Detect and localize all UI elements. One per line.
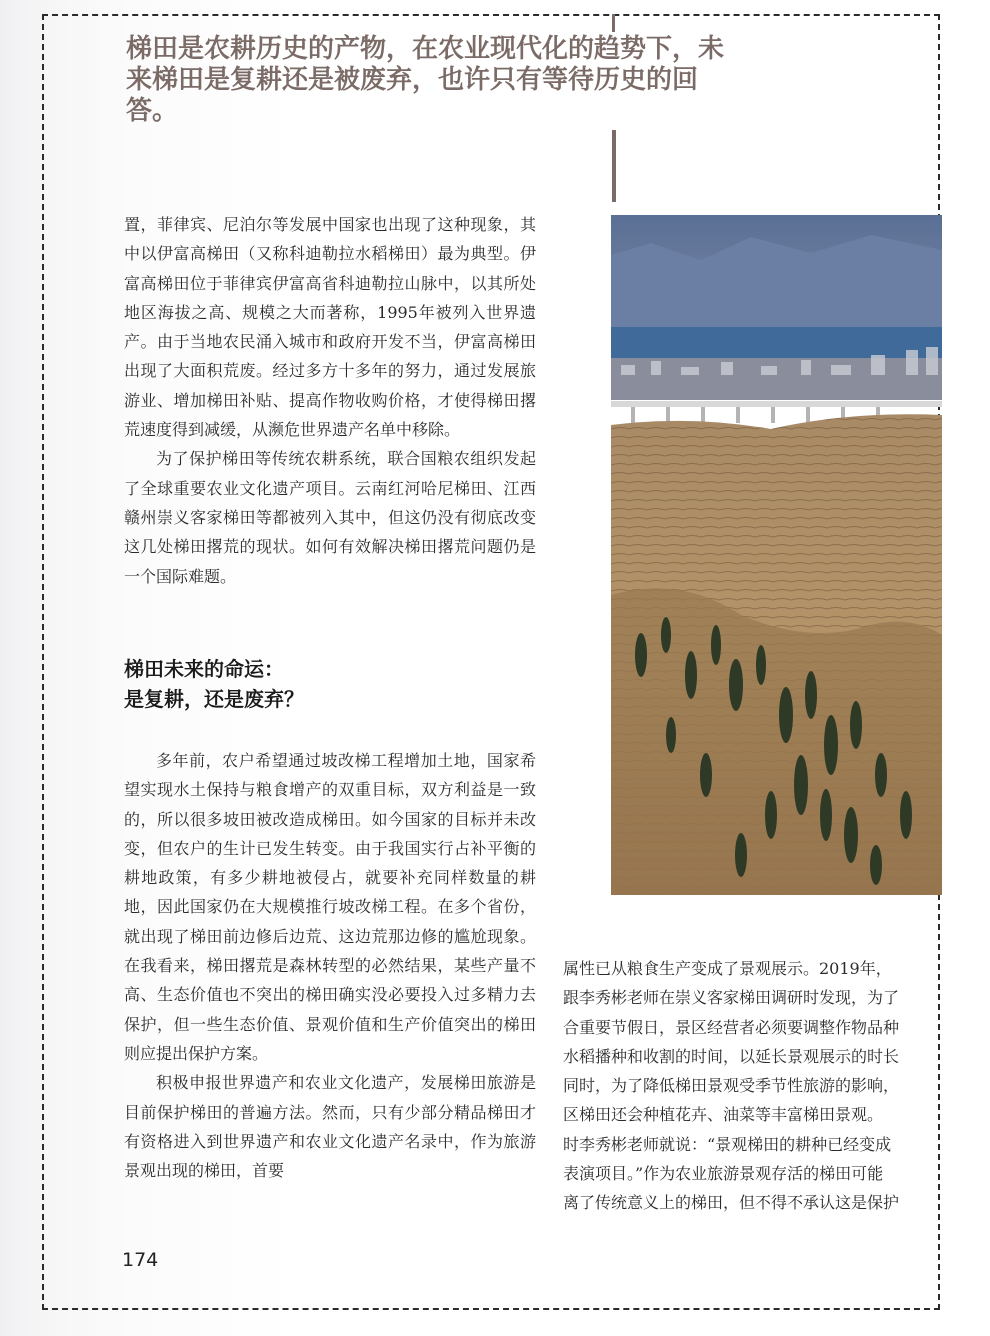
top-tick-mark [612, 14, 615, 32]
pull-quote-bar [612, 130, 616, 202]
section-heading-line-1: 梯田未来的命运： [124, 657, 284, 681]
terraced-hills-photo [611, 215, 942, 895]
paragraph-ifugao: 置，菲律宾、尼泊尔等发展中国家也出现了这种现象，其中以伊富高梯田（又称科迪勒拉水稻梯田）最为典型。伊富高梯田位于菲律宾伊富高省科迪勒拉山脉中，以其所处地区海拔之高、规模之大而著称，1995年被列入世界遗产。由于当地农民涌入城市和政府开发不当，伊富高梯田出现了大面积荒废。经过多方十多年的努力，通过发展旅游业、增加梯田补贴、提高作物收购价格，才使得梯田撂荒速度得到减缓，从濒危世界遗产名单中移除。 [124, 215, 536, 440]
right-line: 表演项目。”作为农业旅游景观存活的梯田可能 [563, 1164, 884, 1184]
viaduct-deck [611, 401, 942, 407]
foreground-ridge [611, 588, 942, 895]
right-line: 区梯田还会种植花卉、油菜等丰富梯田景观。 [563, 1105, 884, 1125]
right-line: 同时，为了降低梯田景观受季节性旅游的影响， [563, 1076, 900, 1096]
paragraph-fao-heritage: 为了保护梯田等传统农耕系统，联合国粮农组织发起了全球重要农业文化遗产项目。云南红河哈尼梯田、江西赣州崇义客家梯田等都被列入其中，但这仍没有彻底改变这几处梯田撂荒的现状。如何有效解决梯田撂荒问题仍是一个国际难题。 [124, 449, 536, 586]
right-line: 离了传统意义上的梯田，但不得不承认这是保护 [563, 1193, 900, 1213]
river [611, 327, 942, 359]
left-column-top [124, 210, 536, 591]
paragraph-slope-to-terrace: 多年前，农户希望通过坡改梯工程增加土地，国家希望实现水土保持与粮食增产的双重目标，双方利益是一致的，所以很多坡田被改造成梯田。如今国家的目标并未改变，但农户的生计已发生转变。由于我国实行占补平衡的耕地政策，有多少耕地被侵占，就要补充同样数量的耕地，因此国家仍在大规模推行坡改梯工程。在多个省份，就出现了梯田前边修后边荒、这边荒那边修的尴尬现象。在我看来，梯田撂荒是森林转型的必然结果，某些产量不高、生态价值也不突出的梯田确实没必要投入过多精力去保护，但一些生态价值、景观价值和生产价值突出的梯田则应提出保护方案。 [124, 751, 536, 1063]
photo-illustration [611, 215, 942, 895]
paragraph-tourism: 积极申报世界遗产和农业文化遗产，发展梯田旅游是目前保护梯田的普遍方法。然而，只有少部分精品梯田才有资格进入到世界遗产和农业文化遗产名录中，作为旅游景观出现的梯田，首要 [124, 1073, 536, 1181]
right-line: 时李秀彬老师就说：“景观梯田的耕种已经变成 [563, 1134, 892, 1154]
right-line: 跟李秀彬老师在崇义客家梯田调研时发现，为了 [563, 988, 900, 1008]
right-column [563, 954, 943, 1224]
right-line: 属性已从粮食生产变成了景观展示。2019年， [563, 959, 892, 978]
right-line: 合重要节假日，景区经营者必须要调整作物品种 [563, 1017, 900, 1037]
section-heading-line-2: 是复耕，还是废弃？ [124, 687, 304, 711]
mountain-ridge [611, 235, 942, 330]
page-number: 174 [122, 1249, 159, 1271]
left-column-bottom [124, 746, 536, 1185]
pull-quote: 梯田是农耕历史的产物，在农业现代化的趋势下，未来梯田是复耕还是被废弃，也许只有等待历史的回答。 [126, 34, 725, 126]
show-through-text [563, 818, 609, 948]
section-heading [124, 654, 536, 714]
right-line: 水稻播种和收割的时间，以延长景观展示的时长 [563, 1046, 900, 1066]
